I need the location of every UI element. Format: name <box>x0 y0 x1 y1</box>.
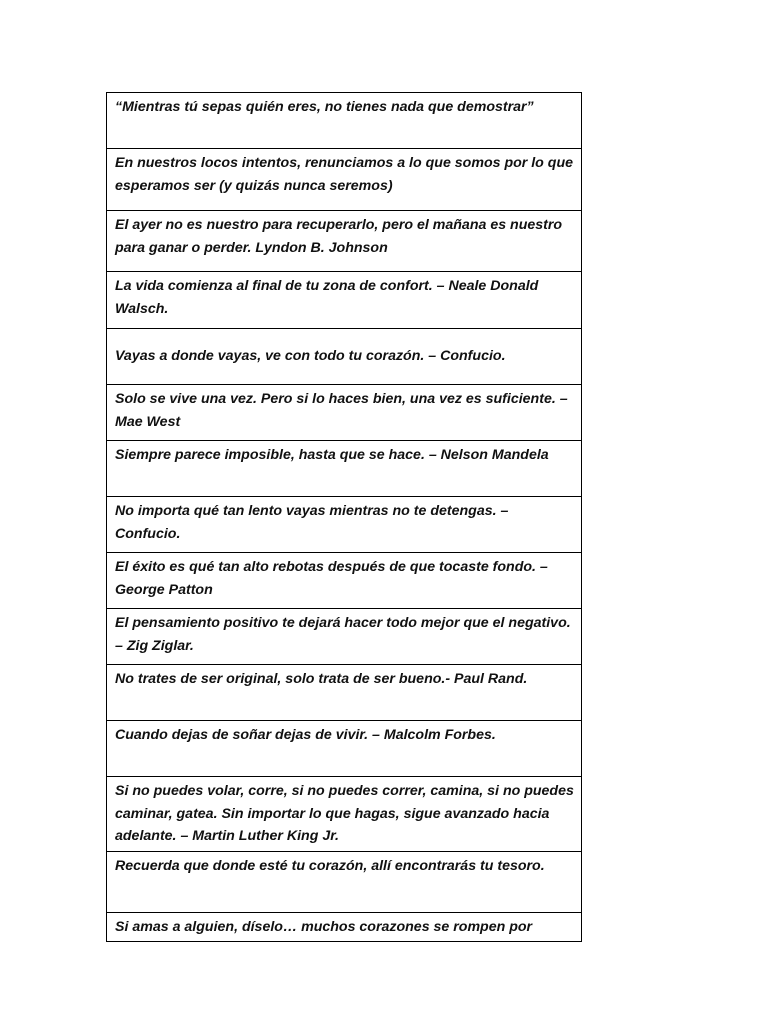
quote-cell: En nuestros locos intentos, renunciamos a lo que somos por lo que esperamos ser (y quizás nunca seremos) <box>107 149 582 211</box>
quote-cell: Solo se vive una vez. Pero si lo haces bien, una vez es suficiente. – Mae West <box>107 385 582 441</box>
table-row <box>107 497 582 553</box>
quotes-table <box>106 92 582 942</box>
quote-cell: No trates de ser original, solo trata de ser bueno.- Paul Rand. <box>107 665 582 721</box>
quote-cell: Si no puedes volar, corre, si no puedes correr, camina, si no puedes caminar, gatea. Sin importar lo que hagas, sigue avanzado hacia adelante. – Martin Luther King Jr. <box>107 777 582 852</box>
table-row <box>107 721 582 777</box>
table-row <box>107 553 582 609</box>
table-row <box>107 93 582 149</box>
table-row <box>107 272 582 329</box>
quote-cell: Si amas a alguien, díselo… muchos corazones se rompen por <box>107 912 582 942</box>
quote-cell: Recuerda que donde esté tu corazón, allí encontrarás tu tesoro. <box>107 851 582 912</box>
quote-cell: No importa qué tan lento vayas mientras no te detengas. – Confucio. <box>107 497 582 553</box>
table-row <box>107 665 582 721</box>
table-row <box>107 777 582 852</box>
table-row <box>107 912 582 942</box>
table-row <box>107 211 582 272</box>
table-row <box>107 609 582 665</box>
quote-cell: El ayer no es nuestro para recuperarlo, pero el mañana es nuestro para ganar o perder. Lyndon B. Johnson <box>107 211 582 272</box>
table-row <box>107 385 582 441</box>
table-row <box>107 149 582 211</box>
quote-cell: Vayas a donde vayas, ve con todo tu corazón. – Confucio. <box>107 329 582 385</box>
quote-cell: El pensamiento positivo te dejará hacer todo mejor que el negativo. – Zig Ziglar. <box>107 609 582 665</box>
table-row <box>107 441 582 497</box>
quote-cell: La vida comienza al final de tu zona de confort. – Neale Donald Walsch. <box>107 272 582 329</box>
quote-cell: Cuando dejas de soñar dejas de vivir. – Malcolm Forbes. <box>107 721 582 777</box>
quote-cell: “Mientras tú sepas quién eres, no tienes nada que demostrar” <box>107 93 582 149</box>
quote-cell: Siempre parece imposible, hasta que se hace. – Nelson Mandela <box>107 441 582 497</box>
quote-cell: El éxito es qué tan alto rebotas después de que tocaste fondo. – George Patton <box>107 553 582 609</box>
table-row <box>107 851 582 912</box>
table-row <box>107 329 582 385</box>
